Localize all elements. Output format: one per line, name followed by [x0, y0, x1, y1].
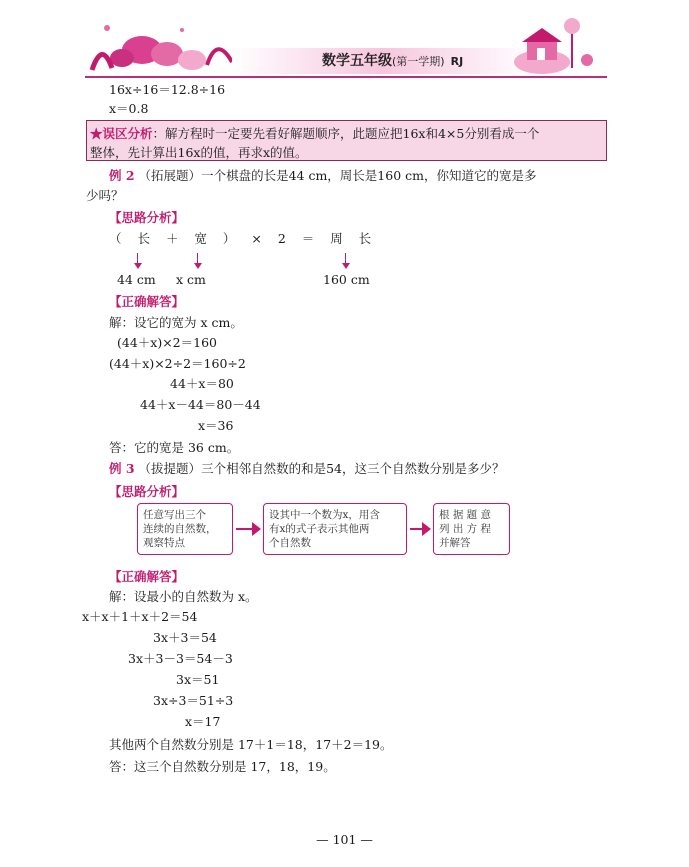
flow-step-3-line: 并解答: [439, 537, 471, 550]
equation-line: 16x÷16＝12.8÷16: [109, 82, 226, 97]
example-2-question-cont: 少吗？: [86, 188, 124, 203]
correct-answer-label: 【正确解答】: [109, 569, 185, 584]
value-perimeter: 160 cm: [323, 272, 370, 287]
solution-step: 解：设它的宽为 x cm。: [109, 315, 243, 330]
flow-step-2-line: 有x的式子表示其他两: [269, 523, 370, 536]
solution-step: (44＋x)×2＝160: [117, 335, 217, 350]
example-3-text: 三个相邻自然数的和是54，这三个自然数分别是多少？: [201, 461, 505, 476]
flow-step-2: [263, 503, 407, 555]
example-3-question: [109, 461, 504, 476]
book-semester: (第一学期): [392, 55, 445, 68]
solution-step: 3x÷3＝51÷3: [153, 693, 234, 708]
solution-step: 44＋x－44＝80－44: [140, 397, 261, 412]
solution-step: x＋x＋1＋x＋2＝54: [82, 609, 198, 624]
example-2-answer: 答：它的宽是 36 cm。: [109, 440, 240, 455]
value-length: 44 cm: [117, 272, 156, 287]
book-edition: RJ: [450, 55, 464, 68]
solution-step: 3x＋3＝54: [153, 630, 217, 645]
thinking-analysis-label: 【思路分析】: [109, 210, 185, 225]
example-2-label: 例 2: [109, 168, 135, 183]
mistake-analysis-line: 整体，先计算出16x的值，再求x的值。: [90, 145, 308, 160]
solution-step: 解：设最小的自然数为 x。: [109, 589, 258, 604]
example-2-text: 一个棋盘的长是44 cm，周长是160 cm，你知道它的宽是多: [201, 168, 537, 183]
flow-step-2-line: 设其中一个数为x，用含: [269, 509, 380, 521]
mistake-analysis-box: [86, 120, 607, 161]
book-title: 数学五年级: [322, 53, 392, 69]
down-arrow-icon: [197, 253, 199, 265]
page-number: — 101 —: [316, 832, 373, 847]
value-width: x cm: [176, 272, 206, 287]
flow-step-1-line: 任意写出三个: [143, 509, 206, 521]
header-title: [322, 50, 463, 70]
flow-step-1-line: 连续的自然数，: [143, 523, 217, 536]
equation-line: x＝0.8: [109, 101, 149, 116]
header-divider: [85, 76, 607, 78]
flow-step-2-line: 个自然数: [269, 537, 311, 550]
mistake-analysis-label: ★误区分析: [90, 126, 153, 141]
solution-step: x＝17: [185, 714, 221, 729]
right-arrow-icon: [252, 522, 261, 536]
solution-step: 3x＝51: [176, 672, 220, 687]
flow-step-1: [137, 503, 233, 555]
solution-step: (44＋x)×2÷2＝160÷2: [109, 356, 246, 371]
flow-step-1-line: 观察特点: [143, 537, 185, 550]
example-3-label: 例 3: [109, 461, 135, 476]
example-2-question: [109, 168, 536, 183]
flow-step-3-line: 列 出 方 程: [439, 523, 492, 536]
page-header: [82, 10, 607, 78]
example-3-answer: 答：这三个自然数分别是 17，18，19。: [109, 759, 336, 774]
thinking-analysis-label: 【思路分析】: [109, 484, 185, 499]
right-arrow-icon: [422, 522, 431, 536]
mistake-analysis-line: [90, 124, 539, 142]
correct-answer-label: 【正确解答】: [109, 294, 185, 309]
down-arrow-icon: [137, 253, 139, 265]
solution-step: 44＋x＝80: [170, 376, 234, 391]
solution-step: x＝36: [198, 418, 234, 433]
solution-step: 其他两个自然数分别是 17＋1＝18，17＋2＝19。: [109, 737, 393, 752]
flow-step-3: [433, 503, 510, 555]
word-formula: （ 长 ＋ 宽 ） × 2 ＝ 周 长: [109, 231, 378, 246]
example-3-tag: （拔提题）: [138, 461, 202, 476]
example-2-tag: （拓展题）: [138, 168, 202, 183]
mistake-analysis-text: ：解方程时一定要先看好解题顺序，此题应把16x和4×5分别看成一个: [152, 126, 540, 141]
solution-step: 3x＋3－3＝54－3: [128, 651, 233, 666]
flow-step-3-line: 根 据 题 意: [439, 509, 492, 521]
down-arrow-icon: [345, 253, 347, 265]
